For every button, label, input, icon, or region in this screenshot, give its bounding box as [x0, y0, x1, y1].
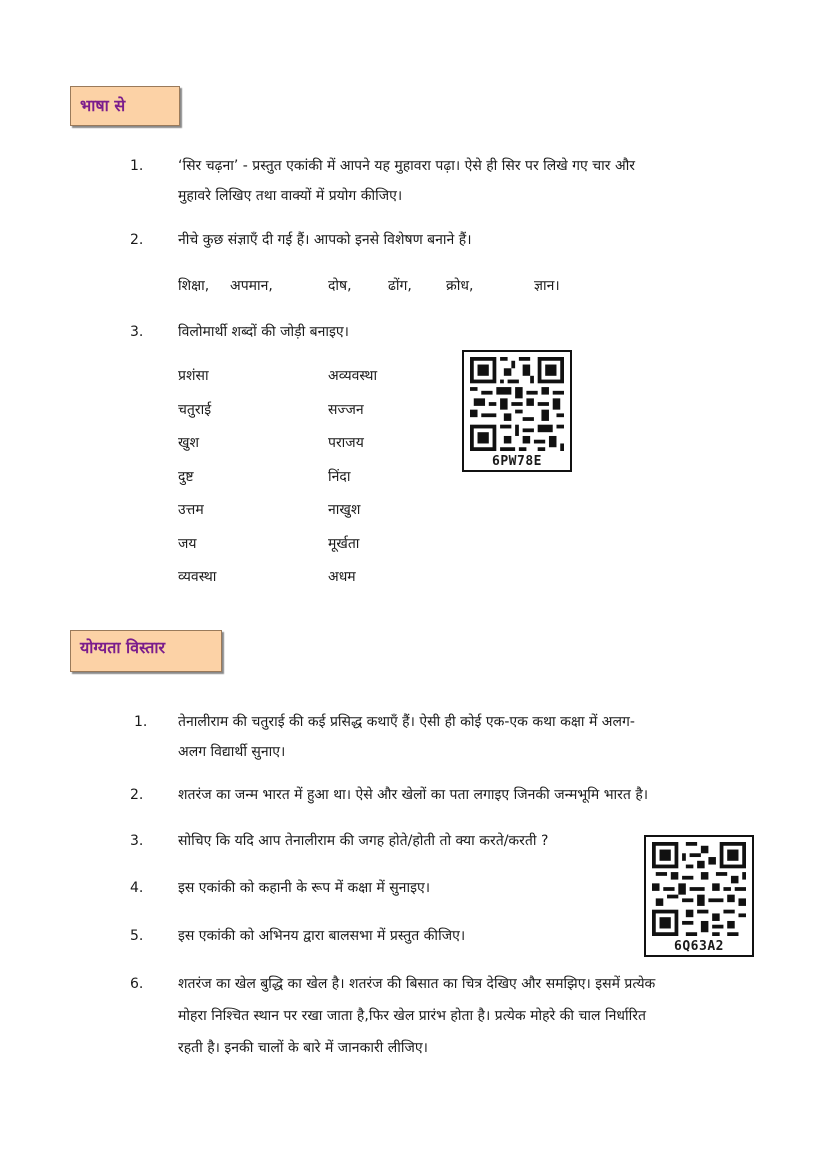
antonym-right: नाखुश: [328, 502, 361, 518]
item-number: 2.: [130, 232, 144, 248]
item-text: अलग विद्यार्थी सुनाए।: [178, 744, 286, 760]
antonym-right: सज्जन: [328, 402, 364, 418]
item-text: नीचे कुछ संज्ञाएँ दी गई हैं। आपको इनसे विशेषण बनाने हैं।: [178, 232, 472, 248]
antonym-left: उत्तम: [178, 502, 204, 518]
item-number: 1.: [130, 158, 144, 174]
antonym-right: अधम: [328, 569, 356, 585]
qr-code-box[interactable]: [462, 350, 572, 472]
antonym-right: अव्यवस्था: [328, 368, 378, 384]
noun-word: क्रोध,: [446, 278, 474, 294]
qr-code-box[interactable]: [644, 835, 754, 957]
item-number: 3.: [130, 833, 144, 849]
noun-word: अपमान,: [230, 278, 273, 294]
item-number: 1.: [134, 714, 148, 730]
item-text: सोचिए कि यदि आप तेनालीराम की जगह होते/होती तो क्या करते/करती ?: [178, 833, 549, 849]
antonym-left: चतुराई: [178, 402, 212, 418]
qr-code-icon: [652, 842, 746, 936]
noun-word: शिक्षा,: [178, 278, 210, 294]
section-title: योग्यता विस्तार: [80, 638, 166, 657]
item-text: ‘सिर चढ़ना’ - प्रस्तुत एकांकी में आपने यह मुहावरा पढ़ा। ऐसे ही सिर पर लिखे गए चार और: [178, 158, 635, 174]
item-text: मोहरा निश्चित स्थान पर रखा जाता है,फिर खेल प्रारंभ होता है। प्रत्येक मोहरे की चाल निर्धारित: [178, 1008, 646, 1024]
item-text: रहती है। इनकी चालों के बारे में जानकारी लीजिए।: [178, 1040, 428, 1056]
item-text: इस एकांकी को अभिनय द्वारा बालसभा में प्रस्तुत कीजिए।: [178, 928, 466, 944]
antonym-right: पराजय: [328, 435, 364, 451]
item-text: तेनालीराम की चतुराई की कई प्रसिद्ध कथाएँ हैं। ऐसी ही कोई एक-एक कथा कक्षा में अलग-: [178, 714, 635, 730]
item-text: विलोमार्थी शब्दों की जोड़ी बनाइए।: [178, 324, 349, 340]
item-number: 3.: [130, 324, 144, 340]
qr-code-text: 6Q63A2: [674, 939, 724, 954]
item-text: शतरंज का जन्म भारत में हुआ था। ऐसे और खेलों का पता लगाइए जिनकी जन्मभूमि भारत है।: [178, 787, 649, 803]
antonym-left: जय: [178, 536, 197, 552]
item-number: 5.: [130, 928, 144, 944]
noun-word: ढोंग,: [388, 278, 412, 294]
antonym-left: दुष्ट: [178, 469, 194, 485]
antonym-left: प्रशंसा: [178, 368, 209, 384]
item-text: मुहावरे लिखिए तथा वाक्यों में प्रयोग कीजिए।: [178, 188, 403, 204]
qr-code-text: 6PW78E: [492, 454, 542, 469]
item-number: 4.: [130, 880, 144, 896]
item-number: 2.: [130, 787, 144, 803]
section-title: भाषा से: [80, 96, 126, 115]
antonym-right: निंदा: [328, 469, 351, 485]
antonym-left: खुश: [178, 435, 199, 451]
antonym-left: व्यवस्था: [178, 569, 217, 585]
item-text: इस एकांकी को कहानी के रूप में कक्षा में सुनाइए।: [178, 880, 430, 896]
noun-word: ज्ञान।: [534, 278, 560, 294]
item-number: 6.: [130, 976, 144, 992]
noun-word: दोष,: [328, 278, 352, 294]
qr-code-icon: [470, 357, 564, 451]
item-text: शतरंज का खेल बुद्धि का खेल है। शतरंज की बिसात का चित्र देखिए और समझिए। इसमें प्रत्येक: [178, 976, 656, 992]
antonym-right: मूर्खता: [328, 536, 360, 552]
